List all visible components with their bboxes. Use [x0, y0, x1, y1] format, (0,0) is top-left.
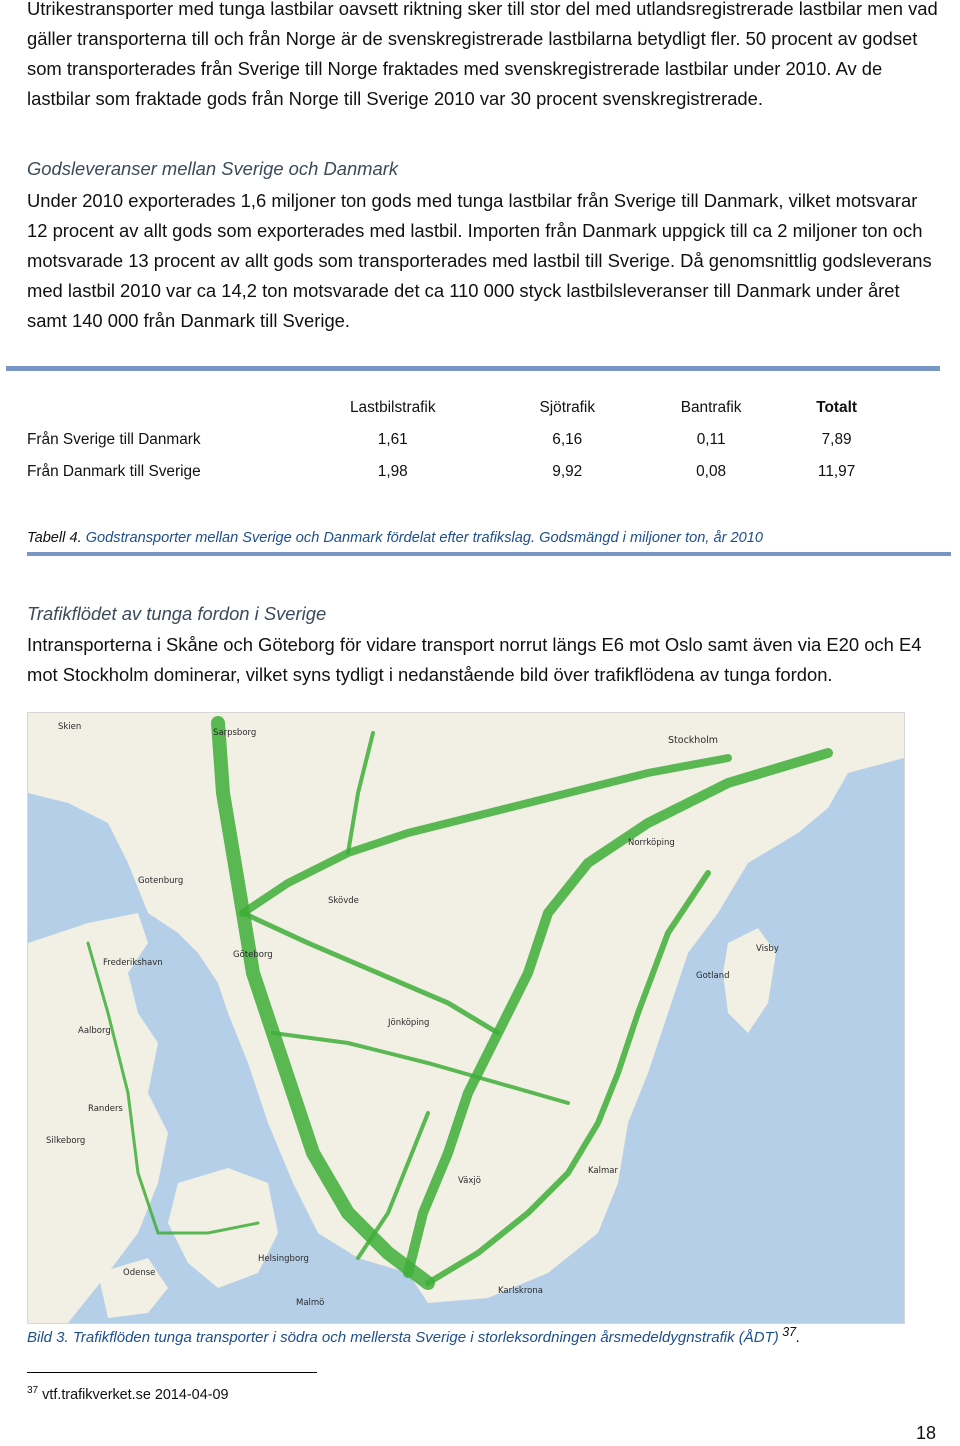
table-cell: 1,61: [377, 431, 408, 448]
table-header-row: [27, 392, 887, 424]
map-label: Karlskrona: [498, 1286, 543, 1296]
figure-caption-ref: 37: [778, 1325, 797, 1339]
figure-caption-end: .: [796, 1329, 801, 1346]
table-caption-text: Godstransporter mellan Sverige och Danmark fördelat efter trafikslag. Godsmängd i miljoner ton, år 2010: [81, 530, 764, 546]
row-label: Från Danmark till Sverige: [27, 463, 201, 480]
table-cell: 11,97: [817, 463, 856, 480]
goods-table: [27, 392, 887, 488]
map-label: Silkeborg: [46, 1136, 86, 1146]
table-row: [27, 456, 887, 488]
header-cell: Sjötrafik: [539, 399, 596, 416]
header-cell: Bantrafik: [680, 399, 742, 416]
table-row: [27, 424, 887, 456]
map-label: Skövde: [328, 896, 359, 906]
traffic-paragraph: Intransporterna i Skåne och Göteborg för vidare transport norrut längs E6 mot Oslo samt även via E20 och E4 mot Stockholm dominerar, vilket syns tydligt i nedanstående bild över trafikflödena av tunga fordon.: [27, 634, 922, 685]
map-label: Helsingborg: [258, 1254, 309, 1264]
traffic-flow-map: [27, 712, 905, 1324]
map-label: Aalborg: [78, 1026, 111, 1036]
map-label: Gotenburg: [138, 876, 184, 886]
row-label: Från Sverige till Danmark: [27, 431, 201, 448]
map-label: Malmö: [296, 1298, 325, 1308]
map-label: Göteborg: [233, 950, 273, 960]
table-top-rule: [6, 366, 940, 371]
map-label: Visby: [756, 944, 779, 954]
map-label: Sarpsborg: [213, 728, 257, 738]
table-caption-prefix: Tabell 4.: [27, 530, 82, 546]
map-label: Stockholm: [668, 735, 719, 746]
intro-paragraph: Utrikestransporter med tunga lastbilar oavsett riktning sker till stor del med utlandsregistrerade lastbilar men vad gäller transporterna till och från Norge är de svenskregistrerade lastbilarna betydligt fler. 50 procent av godset som transporterades från Sverige till Norge fraktades med svenskregistrerade lastbilar under 2010. Av de lastbilar som fraktade gods från Norge till Sverige 2010 var 30 procent svenskregistrerade.: [27, 0, 938, 109]
figure-caption-text: Bild 3. Trafikflöden tunga transporter i södra och mellersta Sverige i storleksordningen årsmedeldygnstrafik (ÅDT): [27, 1329, 779, 1346]
denmark-paragraph: Under 2010 exporterades 1,6 miljoner ton gods med tunga lastbilar från Sverige till Danmark, vilket motsvarar 12 procent av allt gods som exporterades med lastbil. Importen från Danmark uppgick till ca 2 miljoner ton och motsvarade 13 procent av allt gods som transporterades med lastbil till Sverige. Då genomsnittlig godsleverans med lastbil 2010 var ca 14,2 ton motsvarade det ca 110 000 styck lastbilsleveranser till Danmark under året samt 140 000 från Danmark till Sverige.: [27, 190, 932, 331]
footnote-number: 37: [27, 1385, 39, 1396]
page-number: 18: [916, 1423, 937, 1443]
map-label: Kalmar: [588, 1166, 618, 1176]
section-heading-traffic: Trafikflödet av tunga fordon i Sverige: [27, 603, 327, 624]
footnote: [27, 1385, 229, 1403]
map-label: Norrköping: [628, 838, 675, 848]
map-label: Odense: [123, 1268, 156, 1278]
table-cell: 0,08: [696, 463, 727, 480]
table-cell: 1,98: [377, 463, 408, 480]
table-caption: [27, 530, 763, 546]
map-label: Skien: [58, 722, 82, 732]
header-cell: [27, 392, 287, 424]
map-label: Frederikshavn: [103, 958, 163, 968]
table-cell: 6,16: [552, 431, 583, 448]
table-cell: 7,89: [821, 431, 852, 448]
table-cell: 9,92: [552, 463, 583, 480]
table-bottom-rule: [27, 552, 951, 556]
map-label: Jönköping: [388, 1018, 430, 1028]
map-label: Växjö: [458, 1176, 481, 1186]
header-cell-total: Totalt: [816, 399, 857, 416]
table-cell: 0,11: [696, 431, 726, 448]
footnote-rule: [27, 1372, 317, 1373]
header-cell: Lastbilstrafik: [349, 399, 436, 416]
section-heading-denmark: Godsleveranser mellan Sverige och Danmark: [27, 158, 399, 179]
map-label: Gotland: [696, 971, 730, 981]
map-label: Randers: [88, 1104, 123, 1114]
figure-caption: [27, 1325, 800, 1346]
footnote-text: vtf.trafikverket.se 2014-04-09: [38, 1386, 229, 1403]
